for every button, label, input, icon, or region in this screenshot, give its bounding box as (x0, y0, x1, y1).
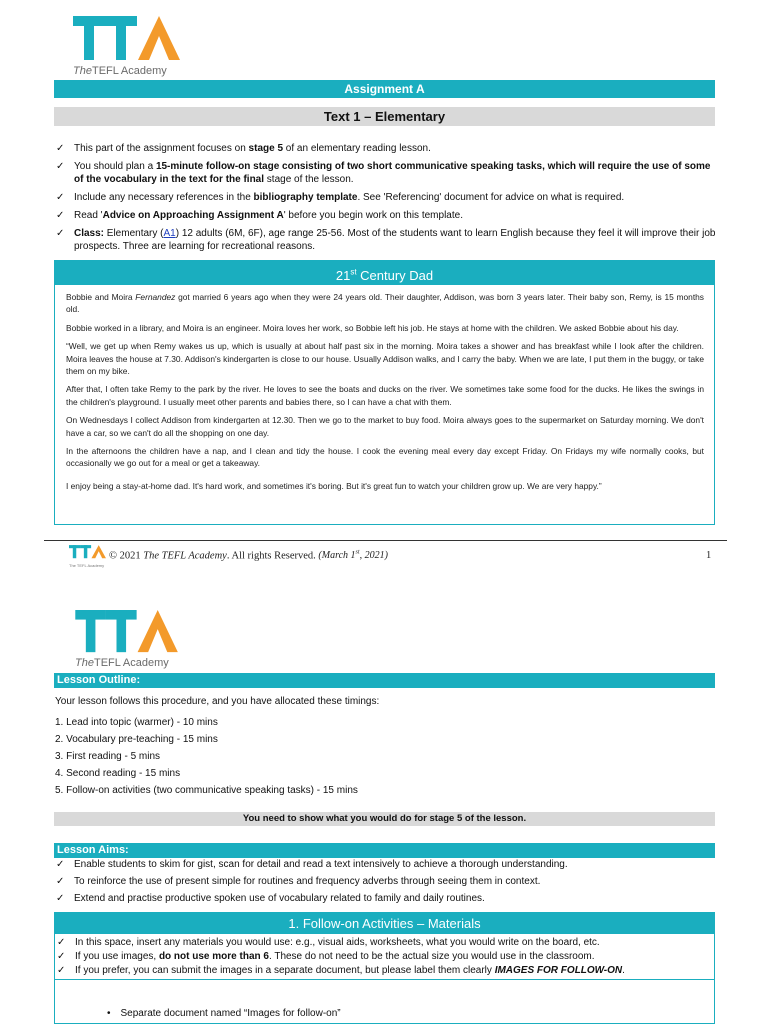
material-item: ✓ If you prefer, you can submit the images in a separate document, but please label them clearly IMAGES FOR FOLLOW-ON. (57, 965, 625, 976)
instruction-item: ✓ This part of the assignment focuses on stage 5 of an elementary reading lesson. (56, 143, 431, 154)
aim-item: ✓ Extend and practise productive spoken use of vocabulary related to family and daily routines. (56, 893, 485, 904)
lesson-aims-title: Lesson Aims: (57, 844, 129, 856)
check-icon: ✓ (57, 965, 66, 976)
aim-item: ✓ Enable students to skim for gist, scan for detail and read a text intensively to achieve a thorough understanding. (56, 859, 568, 870)
material-item: ✓ If you use images, do not use more than 6. These do not need to be the actual size you would use in the classroom. (57, 951, 595, 962)
outline-item: 5. Follow-on activities (two communicative speaking tasks) - 15 mins (55, 785, 358, 796)
check-icon: ✓ (56, 876, 65, 887)
materials-title-bar (55, 913, 714, 934)
story-body (55, 285, 714, 492)
story-paragraph: Bobbie and Moira Fernandez got married 6 years ago when they were 24 years old. Their daughter, Addison, was born 3 years later. Their baby son, Remy, is 15 months old. (66, 292, 704, 315)
outline-item: 3. First reading - 5 mins (55, 751, 161, 762)
materials-title: 1. Follow-on Activities – Materials (288, 916, 481, 931)
story-title: 21st Century Dad (335, 268, 434, 284)
instruction-item: ✓ Read 'Advice on Approaching Assignment A' before you begin work on this template. (56, 210, 463, 221)
assignment-title: Assignment A (344, 82, 425, 96)
check-icon: ✓ (57, 951, 66, 962)
outline-item: 4. Second reading - 15 mins (55, 768, 181, 779)
instruction-item: ✓ Include any necessary references in the bibliography template. See 'Referencing' document for advice on what is required. (56, 192, 625, 203)
copyright-text: © 2021 The TEFL Academy. All rights Reserved. (March 1st, 2021) (109, 550, 388, 562)
instructions-list (56, 142, 716, 258)
page-number: 1 (706, 550, 712, 561)
check-icon: ✓ (56, 859, 65, 870)
tta-logo-icon (75, 610, 181, 656)
separate-doc-item (55, 980, 714, 1019)
lesson-aims-bar (54, 843, 715, 858)
logo-subtitle-rest: TEFL Academy (91, 65, 167, 77)
outline-item: 2. Vocabulary pre-teaching - 15 mins (55, 734, 218, 745)
check-icon: ✓ (56, 893, 65, 904)
instruction-item: ✓ Class: Elementary (A1) 12 adults (6M, 6F), age range 25-56. Most of the students want to learn English because they feel it will improve their job prospects. Three are learning for recreational reasons. (56, 228, 716, 252)
separate-doc-text: Separate document named “Images for follow-on” (120, 1008, 341, 1019)
logo-subtitle-the: The (75, 657, 94, 669)
tta-logo-icon (73, 16, 183, 64)
check-icon: ✓ (56, 192, 65, 203)
story-paragraph: I enjoy being a stay-at-home dad. It's hard work, and sometimes it's boring. But it's great fun to watch your children grow up. We are very happy.” (66, 480, 602, 491)
tefl-academy-logo (73, 16, 183, 76)
check-icon: ✓ (56, 228, 65, 239)
logo-subtitle-the: The (73, 65, 92, 77)
cefr-a1-link[interactable]: A1 (163, 228, 176, 239)
material-item: ✓ In this space, insert any materials you would use: e.g., visual aids, worksheets, what you would write on the board, etc. (57, 937, 600, 948)
instruction-item: ✓ You should plan a 15-minute follow-on stage consisting of two short communicative speaking tasks, which will require the use of some of the vocabulary in the text for the final stage of the lesson. (56, 161, 711, 185)
check-icon: ✓ (56, 161, 65, 172)
check-icon: ✓ (57, 937, 66, 948)
story-paragraph: Bobbie worked in a library, and Moira is an engineer. Moira loves her work, so Bobbie left his job. He stays at home with the children. We asked Bobbie about his day. (66, 322, 679, 333)
materials-box (54, 912, 715, 1024)
lesson-outline-title: Lesson Outline: (57, 674, 141, 686)
footer-logo-sub: The TEFL Academy (69, 563, 105, 568)
text-title: Text 1 – Elementary (323, 109, 446, 124)
assignment-title-bar (54, 80, 715, 98)
footer-divider (44, 540, 727, 541)
materials-instructions (55, 934, 714, 980)
tta-small-logo-icon (69, 545, 107, 559)
outline-item: 1. Lead into topic (warmer) - 10 mins (55, 717, 218, 728)
bullet-icon: • (107, 1008, 111, 1019)
text-title-bar (54, 107, 715, 126)
outline-list (55, 714, 655, 799)
aims-list (56, 858, 716, 909)
logo-subtitle-rest: TEFL Academy (93, 657, 169, 669)
tefl-academy-logo-page2 (75, 610, 185, 670)
story-paragraph: After that, I often take Remy to the park by the river. He loves to see the boats and ducks on the river. We sometimes take some food for the ducks. He likes the swings in the children's playground. I usually meet other parents and babies there, so I can have a chat with them. (66, 384, 704, 407)
story-title-bar (55, 261, 714, 285)
aim-item: ✓ To reinforce the use of present simple for routines and frequency adverbs through seeing them in context. (56, 876, 541, 887)
stage-note: You need to show what you would do for stage 5 of the lesson. (242, 813, 527, 824)
story-paragraph: In the afternoons the children have a nap, and I clean and tidy the house. I cook the evening meal every day except Friday. On Fridays my wife normally cooks, but occasionally we go out for a meal or get a takeaway. (66, 446, 704, 469)
footer-logo (69, 545, 109, 568)
outline-intro: Your lesson follows this procedure, and you have allocated these timings: (55, 696, 380, 707)
stage-note-bar (54, 812, 715, 826)
lesson-outline-bar (54, 673, 715, 688)
story-paragraph: “Well, we get up when Remy wakes us up, which is usually at about half past six in the morning. Moira takes a shower and has breakfast while I look after the children. Moira leaves the house at 7.30. Addison's kindergarten is close to our house. Usually Addison walks, and I carry the baby. When we are late, I put them in the buggy, or take them on my bike. (66, 341, 704, 377)
story-paragraph: On Wednesdays I collect Addison from kindergarten at 12.30. Then we go to the market to buy food. Moira always goes to the supermarket on Saturday morning. We don't have a car, so we can't do all the shopping on one day. (66, 415, 704, 438)
check-icon: ✓ (56, 210, 65, 221)
reading-text-box (54, 260, 715, 525)
check-icon: ✓ (56, 143, 65, 154)
